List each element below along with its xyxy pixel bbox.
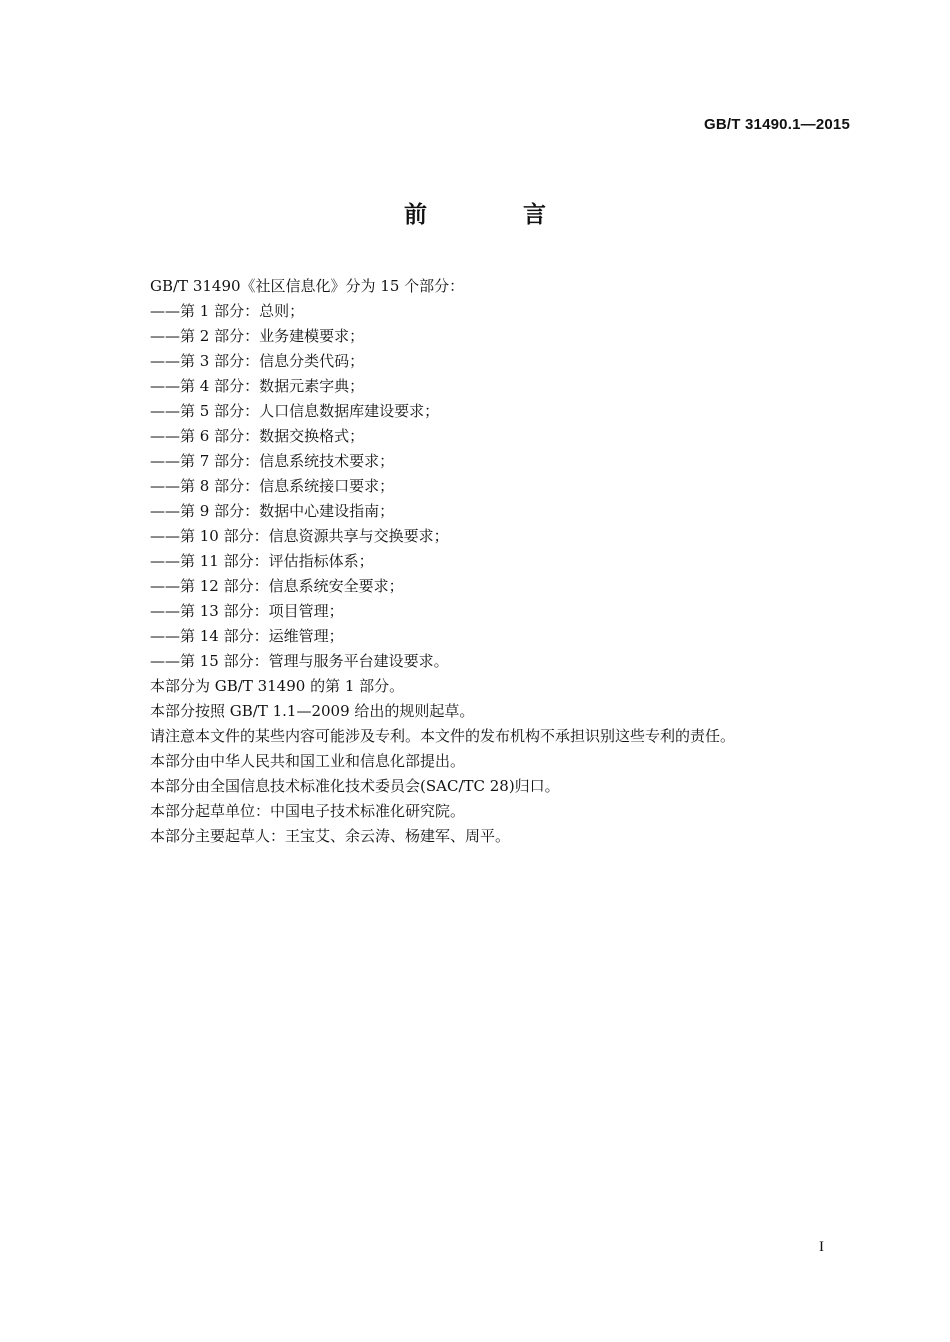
part-item: ——第 13 部分：项目管理； — [150, 602, 344, 620]
statement-line: 本部分起草单位：中国电子技术标准化研究院。 — [150, 802, 466, 820]
statement-line: 本部分主要起草人：王宝艾、余云涛、杨建军、周平。 — [150, 827, 511, 845]
part-item: ——第 15 部分：管理与服务平台建设要求。 — [150, 652, 449, 670]
statement-line: 本部分按照 GB/T 1.1—2009 给出的规则起草。 — [150, 702, 475, 720]
statement-line: 本部分由中华人民共和国工业和信息化部提出。 — [150, 752, 466, 770]
statement-line: 请注意本文件的某些内容可能涉及专利。本文件的发布机构不承担识别这些专利的责任。 — [150, 727, 736, 745]
part-item: ——第 3 部分：信息分类代码； — [150, 352, 365, 370]
foreword-body — [150, 274, 850, 849]
page-number: I — [819, 1239, 824, 1255]
statement-line: 本部分为 GB/T 31490 的第 1 部分。 — [150, 677, 405, 695]
part-item: ——第 2 部分：业务建模要求； — [150, 327, 365, 345]
intro-line: GB/T 31490《社区信息化》分为 15 个部分： — [150, 277, 465, 295]
page-title: 前 言 — [403, 202, 590, 228]
part-item: ——第 12 部分：信息系统安全要求； — [150, 577, 404, 595]
part-item: ——第 4 部分：数据元素字典； — [150, 377, 365, 395]
part-item: ——第 10 部分：信息资源共享与交换要求； — [150, 527, 449, 545]
part-item: ——第 8 部分：信息系统接口要求； — [150, 477, 395, 495]
part-item: ——第 11 部分：评估指标体系； — [150, 552, 374, 570]
part-item: ——第 9 部分：数据中心建设指南； — [150, 502, 395, 520]
statement-line: 本部分由全国信息技术标准化技术委员会(SAC/TC 28)归口。 — [150, 777, 560, 795]
standard-code: GB/T 31490.1—2015 — [704, 116, 850, 133]
part-item: ——第 7 部分：信息系统技术要求； — [150, 452, 395, 470]
part-item: ——第 14 部分：运维管理； — [150, 627, 344, 645]
part-item: ——第 1 部分：总则； — [150, 302, 305, 320]
part-item: ——第 5 部分：人口信息数据库建设要求； — [150, 402, 440, 420]
part-item: ——第 6 部分：数据交换格式； — [150, 427, 365, 445]
